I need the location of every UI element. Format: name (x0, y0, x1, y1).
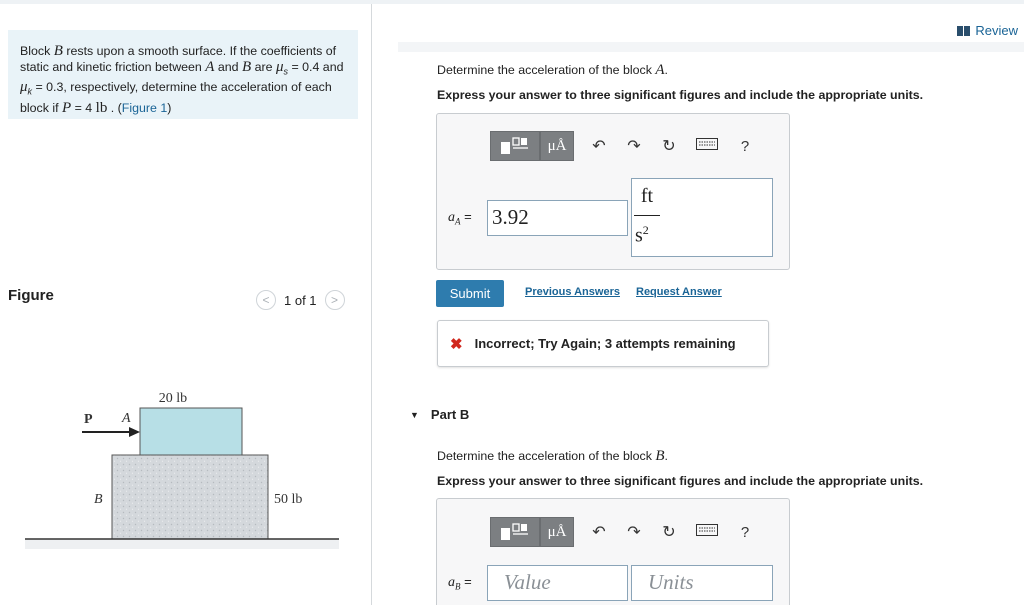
part-a-question: Determine the acceleration of the block A. (437, 62, 668, 78)
units-input-a[interactable] (631, 178, 773, 257)
part-b-toolbar (490, 517, 755, 547)
unit-denominator: $s^2$ (635, 223, 649, 247)
feedback-message (437, 320, 769, 367)
reset-icon[interactable]: ↻ (662, 524, 676, 541)
part-b-header[interactable] (410, 407, 469, 422)
help-button[interactable]: ? (740, 523, 750, 541)
block-a (140, 408, 242, 455)
request-answer-link[interactable]: Request Answer (636, 286, 722, 298)
weight-label-b: 50 lb (274, 492, 303, 507)
header-band (398, 42, 1024, 52)
block-label-b: B (94, 492, 103, 507)
previous-answers-link[interactable]: Previous Answers (525, 286, 620, 298)
undo-icon[interactable]: ↶ (592, 138, 606, 155)
force-label-p: P (84, 412, 93, 427)
keyboard-icon[interactable] (694, 137, 720, 155)
answer-label-a: $a_A$ = (448, 209, 472, 227)
part-b-instruction: Express your answer to three significant figures and include the appropriate units. (437, 474, 924, 488)
force-arrow-head (129, 427, 140, 437)
answer-label-b: $a_B$ = (448, 574, 472, 592)
problem-statement: Block B rests upon a smooth surface. If the coefficients of static and kinetic friction between A and B are $\mu_s = 0.4$ and $\mu_k = 0.3$, respectively, determine the acceleration of each block if P = 4 lb . (Figure 1) (20, 43, 344, 116)
units-input-b[interactable]: Units (631, 565, 773, 601)
figure-pager (256, 288, 345, 312)
part-b-title: Part B (430, 407, 470, 422)
part-b-question: Determine the acceleration of the block B. (437, 448, 668, 464)
undo-icon[interactable]: ↶ (592, 524, 606, 541)
book-icon (957, 26, 970, 36)
prev-figure-button[interactable] (256, 290, 276, 310)
templates-button[interactable] (490, 131, 540, 161)
redo-icon[interactable]: ↷ (627, 138, 641, 155)
units-symbols-button[interactable]: μÅ (540, 131, 574, 161)
value-input-b[interactable]: Value (487, 565, 628, 601)
templates-button[interactable] (490, 517, 540, 547)
next-figure-button[interactable] (325, 290, 345, 310)
panel-divider (371, 4, 372, 605)
template-icon (500, 137, 530, 155)
top-rule (0, 0, 1024, 4)
review-label: Review (975, 23, 1018, 38)
pager-text: 1 of 1 (284, 292, 317, 308)
submit-button[interactable]: Submit (436, 280, 504, 307)
incorrect-icon: ✖ (450, 335, 463, 353)
template-icon (500, 523, 530, 541)
block-b (112, 455, 268, 539)
help-button[interactable]: ? (740, 137, 750, 155)
redo-icon[interactable]: ↷ (627, 524, 641, 541)
weight-label-a: 20 lb (158, 391, 188, 406)
reset-icon[interactable]: ↻ (662, 138, 676, 155)
figure-link[interactable]: Figure 1 (121, 100, 168, 115)
fraction-bar (634, 215, 660, 216)
ground-surface (25, 539, 339, 549)
chevron-left-icon: < (262, 293, 270, 307)
review-link[interactable] (957, 23, 1018, 38)
figure-title: Figure (8, 287, 54, 304)
keyboard-icon[interactable] (694, 523, 720, 541)
collapse-triangle-icon: ▼ (410, 409, 419, 420)
unit-numerator: ft (640, 185, 654, 207)
part-a-toolbar (490, 131, 755, 161)
figure-diagram (20, 385, 350, 550)
feedback-text: Incorrect; Try Again; 3 attempts remaining (474, 336, 736, 351)
units-symbols-button[interactable]: μÅ (540, 517, 574, 547)
part-a-instruction: Express your answer to three significant figures and include the appropriate units. (437, 88, 924, 102)
block-label-a: A (122, 411, 131, 426)
chevron-right-icon: > (331, 293, 339, 307)
value-input-a[interactable]: 3.92 (487, 200, 628, 236)
